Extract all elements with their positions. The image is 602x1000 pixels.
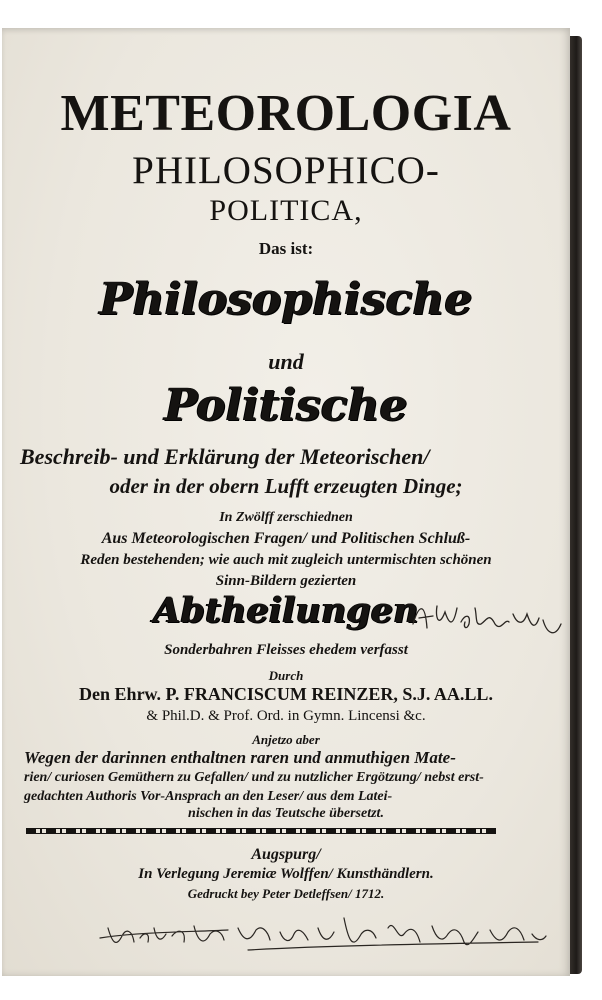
nischen-line: nischen in das Teutsche übersetzt. [188, 806, 384, 821]
aus-meteorologischen-line: Aus Meteorologischen Fragen/ und Politischen Schluß- [101, 530, 471, 547]
oder-line: oder in der obern Lufft erzeugten Dinge; [109, 474, 463, 498]
philosophische-heading: Philosophische [99, 274, 473, 325]
book-spine-edge [568, 36, 582, 974]
beschreib-line: Beschreib- und Erklärung der Meteorischen/ [20, 444, 430, 469]
city-line: Augspurg/ [251, 846, 321, 863]
printer-line: Gedruckt bey Peter Detleffsen/ 1712. [187, 886, 385, 901]
politische-heading: Politische [164, 380, 408, 431]
author-degrees-line: & Phil.D. & Prof. Ord. in Gymn. Lincensi &c. [146, 708, 426, 724]
handwritten-inscription-bottom [98, 898, 548, 968]
reden-line: Reden bestehenden; wie auch mit zugleich untermischten schönen [80, 552, 492, 568]
handwritten-signature-right [405, 594, 569, 644]
author-line: Den Ehrw. P. FRANCISCUM REINZER, S.J. AA.LL. [79, 684, 493, 704]
das-ist-line: Das ist: [258, 239, 314, 258]
title-line-3: POLITICA, [209, 194, 363, 227]
abtheilungen-heading: Abtheilungen [153, 590, 419, 631]
publisher-line: In Verlegung Jeremiæ Wolffen/ Kunsthändlern. [138, 866, 434, 882]
title-line-2: PHILOSOPHICO- [132, 149, 440, 192]
durch-line: Durch [268, 668, 304, 683]
rien-line: rien/ curiosen Gemüthern zu Gefallen/ und zu nutzlicher Ergötzung/ nebst erst- [24, 770, 484, 785]
wegen-line: Wegen der darinnen enthaltnen raren und anmuthigen Mate- [24, 748, 456, 767]
gedachten-line: gedachten Authoris Vor-Ansprach an den Leser/ aus dem Latei- [24, 789, 393, 804]
anjetzo-line: Anjetzo aber [252, 732, 320, 747]
title-page [2, 28, 570, 976]
ornamental-rule [26, 828, 496, 834]
sonderbahren-line: Sonderbahren Fleisses ehedem verfasst [164, 642, 408, 658]
title-line-1: METEOROLOGIA [60, 85, 512, 142]
und-line: und [268, 349, 304, 374]
sinn-bildern-line: Sinn-Bildern gezierten [215, 573, 357, 589]
in-zwoelff-line: In Zwölff zerschiednen [219, 510, 353, 525]
